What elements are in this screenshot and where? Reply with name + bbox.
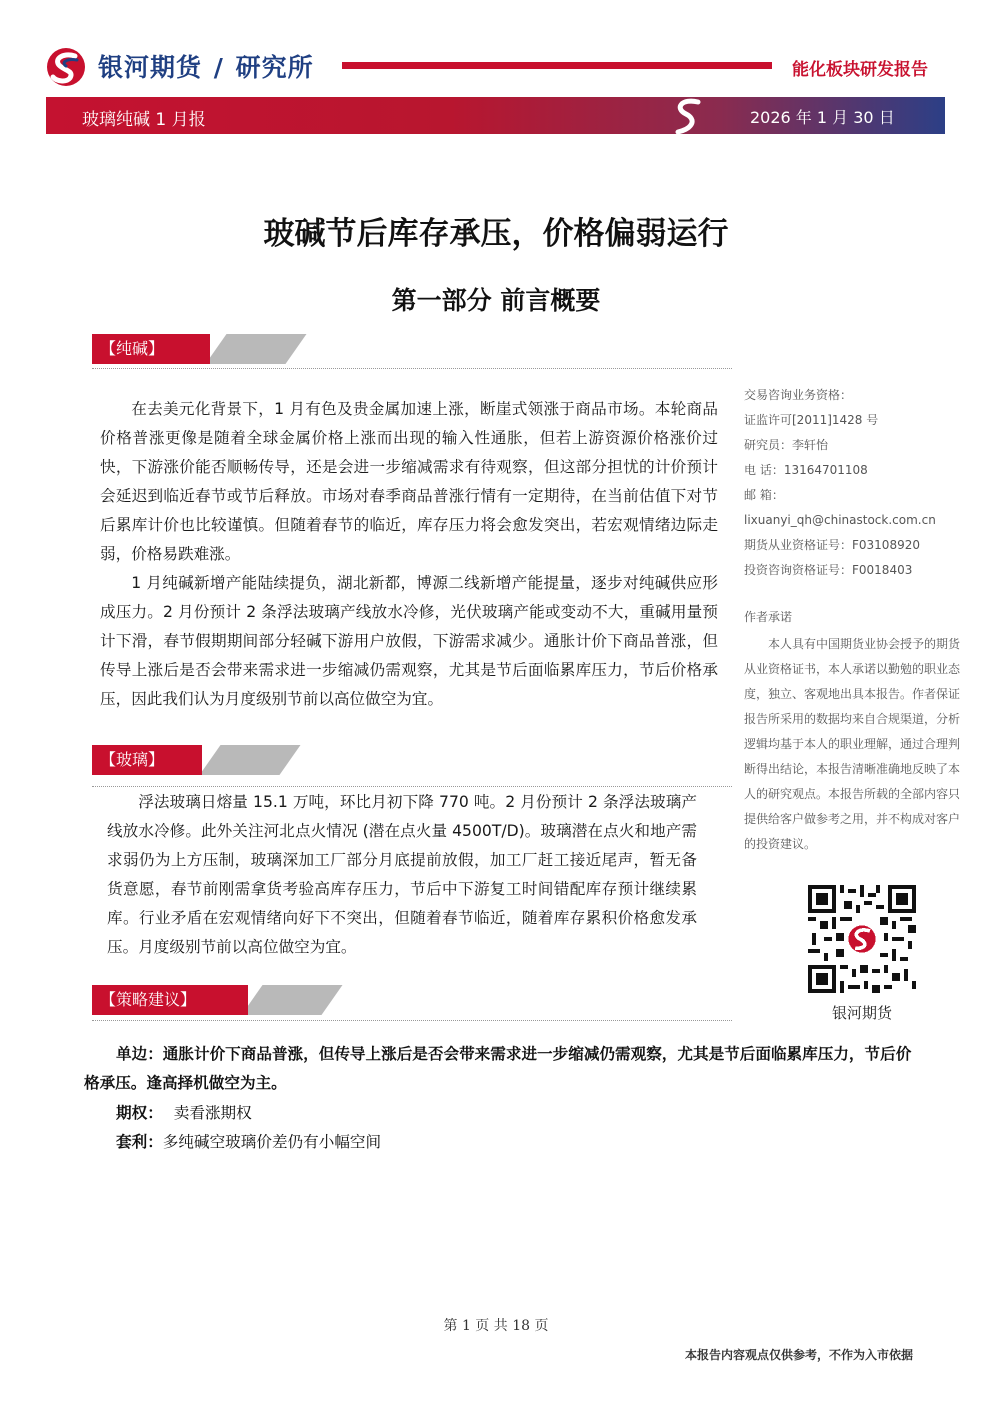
qr-label: 银河期货	[831, 1004, 892, 1022]
tag-decoration	[205, 334, 306, 364]
report-series: 玻璃纯碱 1 月报	[82, 110, 206, 130]
brand-slash: /	[213, 53, 224, 82]
commitment-title: 作者承诺	[744, 610, 793, 624]
header-red-bar	[342, 62, 772, 69]
report-title: 玻碱节后库存承压，价格偏弱运行	[263, 216, 729, 252]
tag-glass	[92, 745, 292, 775]
license-number: 证监许可[2011]1428 号	[744, 413, 879, 427]
brand-name	[98, 48, 314, 84]
commitment-paragraph: 本人具有中国期货业协会授予的期货从业资格证书，本人承诺以勤勉的职业态度，独立、客观地出具本报告。作者保证报告所采用的数据均来自合规渠道，分析逻辑均基于本人的职业理解，通过合理判断得出结论，本报告清晰准确地反映了本人的研究观点。本报告所载的全部内容只提供给客户做参考之用，并不构成对客户的投资建议。	[744, 637, 961, 851]
tag-label: 【玻璃】	[92, 745, 202, 775]
tag-strategy	[92, 985, 312, 1015]
analyst-name: 研究员：李轩怡	[744, 438, 829, 452]
strategy-single-label: 单边：	[116, 1045, 163, 1063]
divider	[92, 368, 732, 369]
strategy-option	[116, 1099, 956, 1128]
email-label: 邮 箱：	[744, 488, 784, 502]
divider	[92, 786, 732, 787]
strategy-arb-label: 套利：	[116, 1133, 163, 1151]
tag-label: 【纯碱】	[92, 334, 210, 364]
futures-cert: 期货从业资格证号：F03108920	[744, 538, 920, 552]
advisory-cert: 投资咨询资格证号：F0018403	[744, 563, 913, 577]
strategy-option-text: 卖看涨期权	[173, 1104, 252, 1122]
soda-ash-body	[100, 395, 718, 714]
qualification-label: 交易咨询业务资格：	[744, 388, 853, 402]
report-type: 能化板块研发报告	[792, 60, 928, 80]
paragraph: 在去美元化背景下，1 月有色及贵金属加速上涨，断崖式领涨于商品市场。本轮商品价格普涨更像是随着全球金属价格上涨而出现的输入性通胀，但若上游资源价格涨价过快，下游涨价能否顺畅传导，还是会进一步缩减需求有待观察，但这部分担忧的计价预计会延迟到临近春节或节后释放。市场对春季商品普涨行情有一定期待，在当前估值下对节后累库计价也比较谨慎。但随着春节的临近，库存压力将会愈发突出，若宏观情绪边际走弱，价格易跌难涨。	[100, 400, 718, 563]
strategy-single	[84, 1040, 924, 1098]
brand-institute: 研究所	[235, 53, 314, 82]
qr-code-icon[interactable]	[808, 885, 916, 993]
phone: 电 话：13164701108	[744, 463, 868, 477]
band-swoosh-icon	[664, 96, 712, 136]
strategy-option-label: 期权：	[116, 1104, 163, 1122]
section-heading: 第一部分 前言概要	[391, 286, 601, 315]
email-address[interactable]: lixuanyi_qh@chinastock.com.cn	[744, 513, 936, 527]
tag-soda-ash	[92, 334, 292, 364]
tag-label: 【策略建议】	[92, 985, 248, 1015]
strategy-single-text: 通胀计价下商品普涨，但传导上涨后是否会带来需求进一步缩减仍需观察，尤其是节后面临累库压力，节后价格承压。逢高择机做空为主。	[84, 1045, 912, 1092]
tag-decoration	[199, 745, 300, 775]
brand-company: 银河期货	[98, 53, 203, 82]
divider	[92, 1020, 732, 1021]
tag-decoration	[241, 985, 342, 1015]
galaxy-logo-icon	[44, 46, 88, 88]
glass-body	[107, 788, 697, 962]
analyst-info	[744, 383, 964, 583]
strategy-arbitrage	[116, 1128, 956, 1157]
footer-disclaimer: 本报告内容观点仅供参考，不作为入市依据	[685, 1348, 914, 1362]
commitment-text	[744, 632, 960, 857]
page-number: 第 1 页 共 18 页	[443, 1318, 549, 1334]
paragraph: 浮法玻璃日熔量 15.1 万吨，环比月初下降 770 吨。2 月份预计 2 条浮法玻璃产线放水冷修。此外关注河北点火情况 (潜在点火量 4500T/D)。玻璃潜在点火和地产需求弱仍为上方压制，玻璃深加工厂部分月底提前放假，加工厂赶工接近尾声，暂无备货意愿，春节前刚需拿货考验高库存压力，节后中下游复工时间错配库存预计继续累库。行业矛盾在宏观情绪向好下不突出，但随着春节临近，随着库存累积价格愈发承压。月度级别节前以高位做空为宜。	[107, 793, 697, 956]
report-date: 2026 年 1 月 30 日	[750, 108, 895, 127]
strategy-arb-text: 多纯碱空玻璃价差仍有小幅空间	[162, 1133, 382, 1151]
paragraph: 1 月纯碱新增产能陆续提负，湖北新都，博源二线新增产能提量，逐步对纯碱供应形成压力。2 月份预计 2 条浮法玻璃产线放水冷修，光伏玻璃产能或变动不大，重碱用量预计下滑，春节假期期间部分轻碱下游用户放假，下游需求减少。通胀计价下商品普涨，但传导上涨后是否会带来需求进一步缩减仍需观察，尤其是节后面临累库压力，节后价格承压，因此我们认为月度级别节前以高位做空为宜。	[100, 574, 718, 708]
